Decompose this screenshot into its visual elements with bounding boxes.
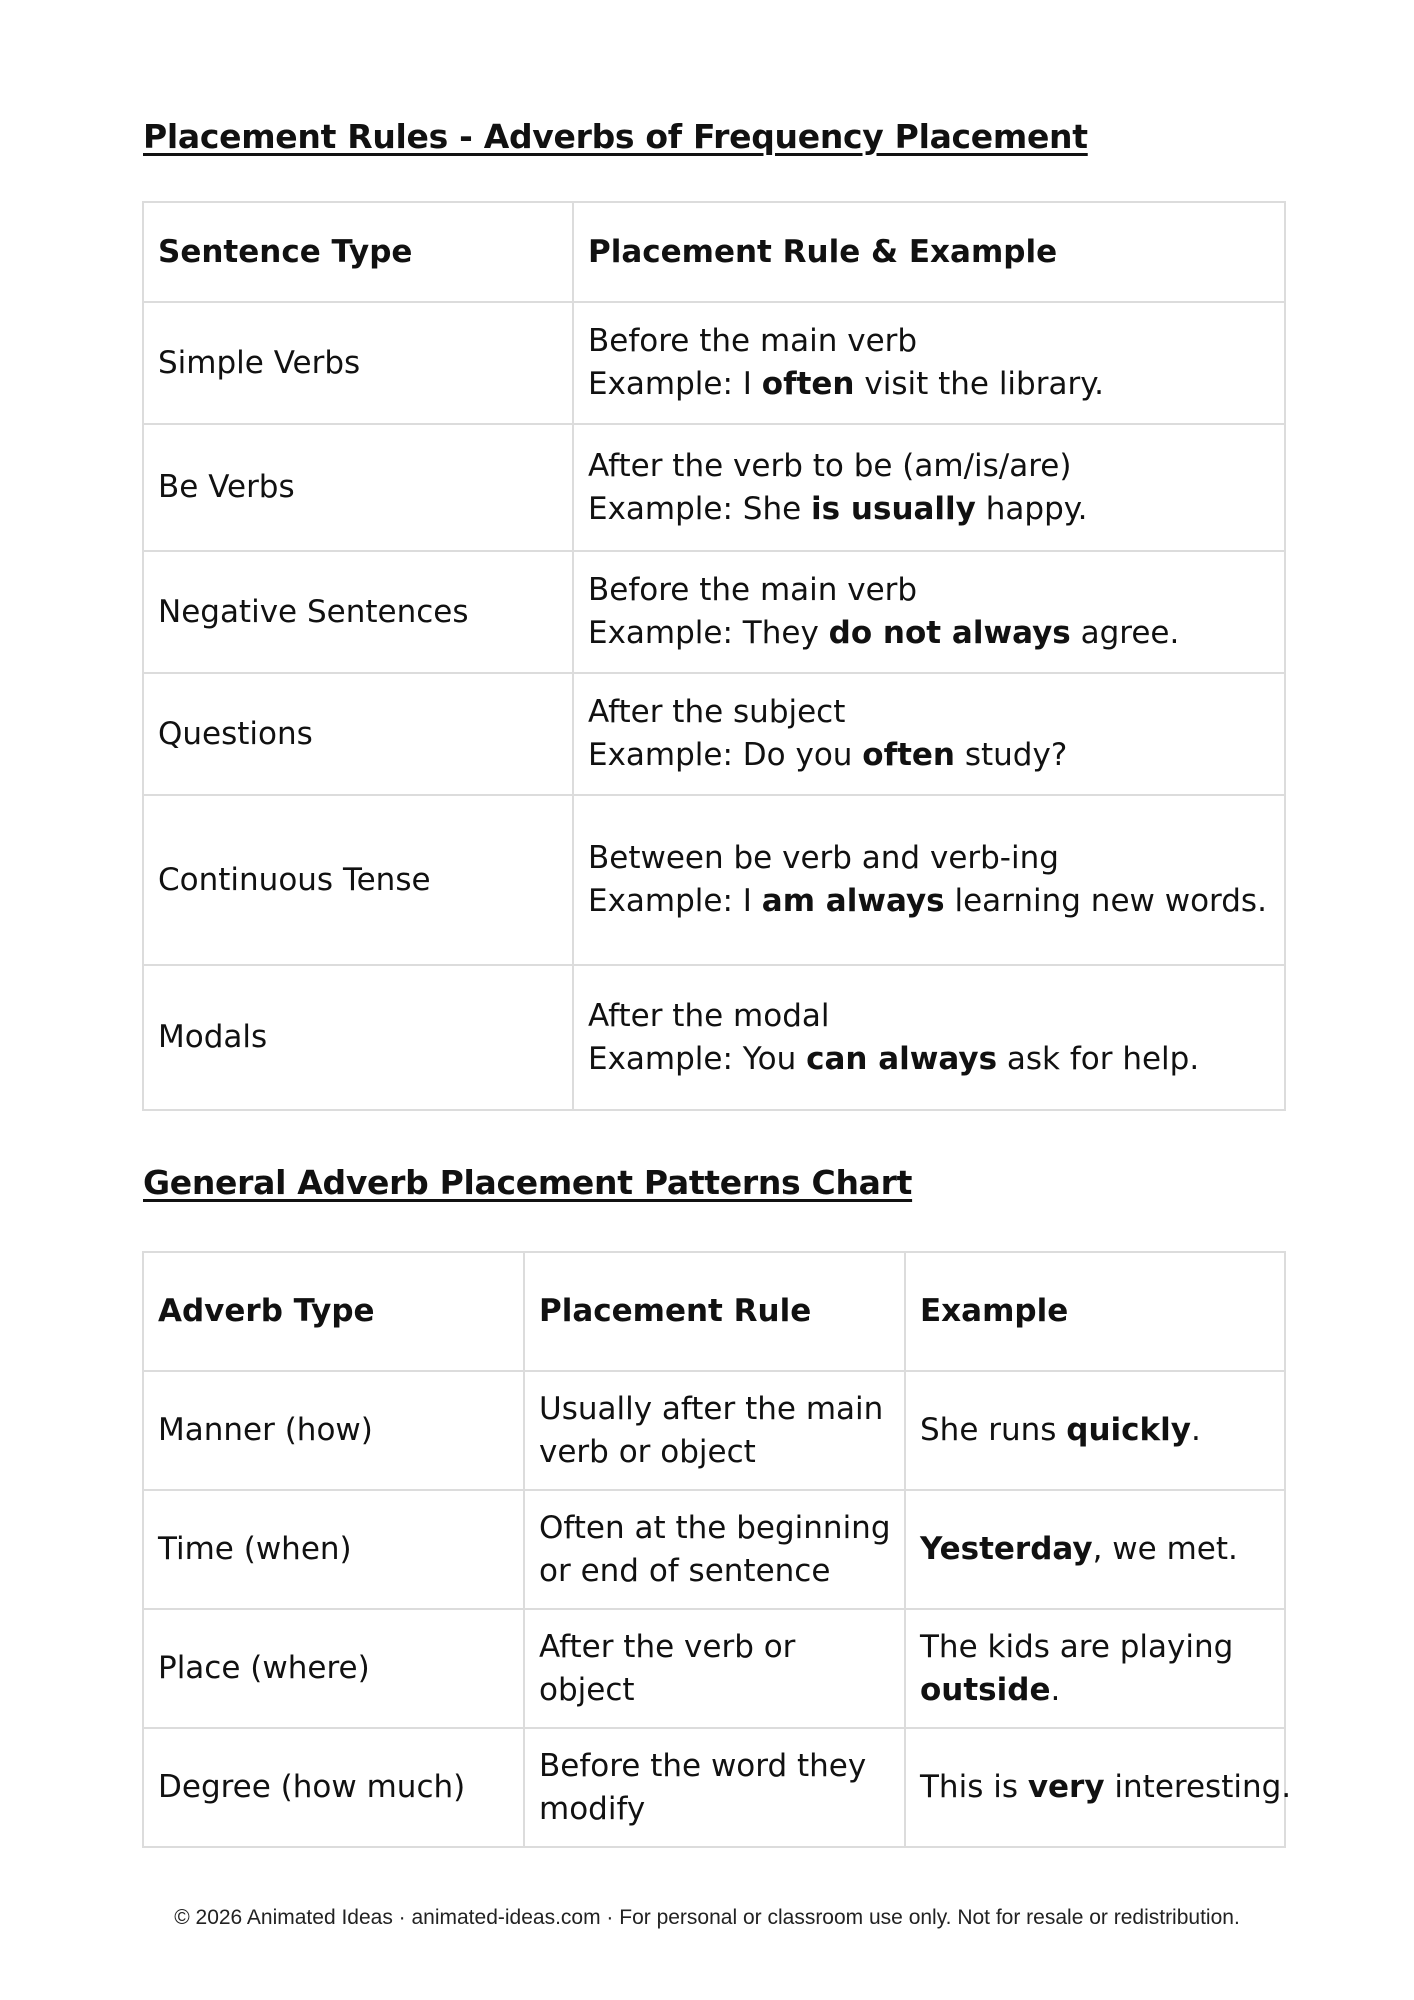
rule-line: Before the word they bbox=[539, 1747, 867, 1784]
example-prefix: Example: I bbox=[588, 366, 762, 402]
example-adverb: can always bbox=[806, 1040, 998, 1077]
example-suffix: ask for help. bbox=[997, 1040, 1200, 1077]
rule-line: modify bbox=[539, 1790, 646, 1827]
example-adverb: quickly bbox=[1066, 1412, 1192, 1448]
example-adverb: am always bbox=[761, 883, 945, 919]
placement-rule-cell bbox=[524, 1490, 905, 1609]
table-row bbox=[143, 551, 1285, 673]
rule-line: Usually after the main bbox=[539, 1390, 884, 1427]
example-prefix: She runs bbox=[920, 1412, 1067, 1448]
sentence-type-cell: Negative Sentences bbox=[143, 551, 573, 673]
example-suffix: interesting. bbox=[1104, 1769, 1292, 1805]
example-line bbox=[920, 1528, 1270, 1571]
table-row bbox=[143, 1609, 1285, 1728]
example-line bbox=[920, 1766, 1292, 1809]
example-cell bbox=[905, 1371, 1285, 1490]
header-adverb-type: Adverb Type bbox=[143, 1252, 524, 1371]
placement-rule-cell bbox=[524, 1371, 905, 1490]
table-row bbox=[143, 1490, 1285, 1609]
example-text bbox=[588, 880, 1270, 923]
frequency-placement-table bbox=[142, 201, 1286, 1111]
section-title-frequency-placement: Placement Rules - Adverbs of Frequency Placement bbox=[143, 117, 1088, 156]
example-prefix: Example: They bbox=[588, 615, 829, 651]
rule-example-cell bbox=[573, 795, 1285, 965]
placement-rule-cell bbox=[524, 1609, 905, 1728]
header-placement-rule-example: Placement Rule & Example bbox=[573, 202, 1285, 302]
example-adverb: often bbox=[761, 366, 855, 402]
example-adverb: is usually bbox=[811, 490, 976, 527]
example-suffix: , we met. bbox=[1092, 1531, 1238, 1567]
rule-example-cell bbox=[573, 551, 1285, 673]
rule-example-cell bbox=[573, 424, 1285, 551]
header-example: Example bbox=[905, 1252, 1285, 1371]
table-row bbox=[143, 795, 1285, 965]
rule-text: Between be verb and verb-ing bbox=[588, 840, 1059, 876]
table-row bbox=[143, 424, 1285, 551]
rule-line: After the verb or bbox=[539, 1628, 796, 1665]
example-suffix: . bbox=[1050, 1671, 1061, 1708]
table-row bbox=[143, 1371, 1285, 1490]
sentence-type-cell: Modals bbox=[143, 965, 573, 1110]
rule-text: After the verb to be (am/is/are) bbox=[588, 447, 1072, 484]
rule-text: After the subject bbox=[588, 694, 846, 730]
table-row bbox=[143, 673, 1285, 795]
example-adverb: do not always bbox=[828, 615, 1071, 651]
table-header-row bbox=[143, 1252, 1285, 1371]
sentence-type-cell: Simple Verbs bbox=[143, 302, 573, 424]
example-cell bbox=[905, 1728, 1292, 1847]
rule-line: verb or object bbox=[539, 1433, 756, 1470]
sentence-type-cell: Be Verbs bbox=[143, 424, 573, 551]
adverb-type-cell: Time (when) bbox=[143, 1490, 524, 1609]
rule-example-cell bbox=[573, 965, 1285, 1110]
example-cell bbox=[905, 1490, 1285, 1609]
adverb-type-cell: Place (where) bbox=[143, 1609, 524, 1728]
example-adverb: often bbox=[862, 737, 955, 773]
example-adverb: outside bbox=[920, 1671, 1051, 1708]
header-sentence-type: Sentence Type bbox=[143, 202, 573, 302]
example-suffix: . bbox=[1191, 1412, 1201, 1448]
table-row bbox=[143, 1728, 1285, 1847]
rule-example-cell bbox=[573, 673, 1285, 795]
rule-text: Before the main verb bbox=[588, 323, 918, 359]
example-cell bbox=[905, 1609, 1285, 1728]
sentence-type-cell: Continuous Tense bbox=[143, 795, 573, 965]
example-prefix: This is bbox=[920, 1769, 1028, 1805]
example-suffix: happy. bbox=[975, 490, 1088, 527]
example-line bbox=[920, 1409, 1270, 1452]
table-header-row bbox=[143, 202, 1285, 302]
table-row bbox=[143, 302, 1285, 424]
example-line: The kids are playing bbox=[920, 1628, 1234, 1665]
table-row bbox=[143, 965, 1285, 1110]
example-suffix: agree. bbox=[1070, 615, 1180, 651]
placement-rule-cell bbox=[524, 1728, 905, 1847]
example-prefix: Example: Do you bbox=[588, 737, 863, 773]
sentence-type-cell: Questions bbox=[143, 673, 573, 795]
example-text bbox=[588, 612, 1270, 655]
rule-line: or end of sentence bbox=[539, 1552, 831, 1589]
rule-text: Before the main verb bbox=[588, 572, 918, 608]
rule-line: object bbox=[539, 1671, 635, 1708]
adverb-type-cell: Manner (how) bbox=[143, 1371, 524, 1490]
adverb-type-cell: Degree (how much) bbox=[143, 1728, 524, 1847]
example-adverb: Yesterday bbox=[920, 1531, 1093, 1567]
copyright-footer: © 2026 Animated Ideas · animated-ideas.com · For personal or classroom use only. Not for resale or redistribution. bbox=[174, 1906, 1240, 1929]
example-text bbox=[588, 363, 1270, 406]
example-suffix: study? bbox=[955, 737, 1068, 773]
header-placement-rule: Placement Rule bbox=[524, 1252, 905, 1371]
example-text bbox=[588, 1038, 1270, 1081]
example-line bbox=[920, 1669, 1270, 1712]
example-adverb: very bbox=[1027, 1769, 1105, 1805]
example-text bbox=[588, 734, 1270, 777]
example-suffix: visit the library. bbox=[854, 366, 1104, 402]
rule-example-cell bbox=[573, 302, 1285, 424]
rule-line: Often at the beginning bbox=[539, 1509, 891, 1546]
example-suffix: learning new words. bbox=[944, 883, 1267, 919]
section-title-general-placement: General Adverb Placement Patterns Chart bbox=[143, 1163, 913, 1202]
example-prefix: Example: She bbox=[588, 490, 812, 527]
example-prefix: Example: You bbox=[588, 1040, 807, 1077]
general-placement-table bbox=[142, 1251, 1292, 1848]
rule-text: After the modal bbox=[588, 997, 830, 1034]
example-text bbox=[588, 488, 1270, 531]
example-prefix: Example: I bbox=[588, 883, 762, 919]
